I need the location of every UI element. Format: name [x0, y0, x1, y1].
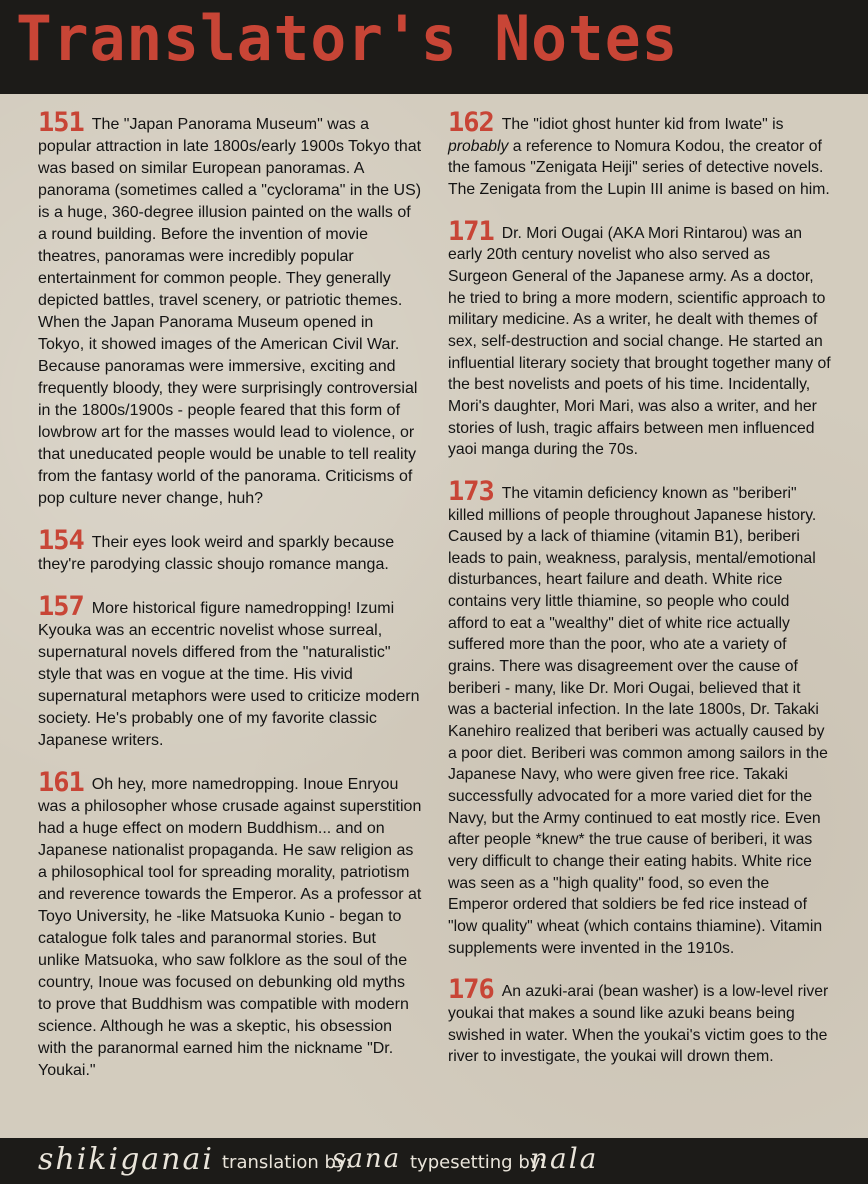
note-number: 151 [38, 107, 84, 138]
typesetting-label: typesetting by: [410, 1152, 546, 1173]
note-text: An azuki-arai (bean washer) is a low-level river youkai that makes a sound like azuki beans being swished in water. When the youkai's victim goes to the river to investigate, the youkai will drown them. [448, 983, 829, 1066]
note-number: 173 [448, 475, 494, 507]
note-176 [448, 974, 832, 1068]
note-162 [448, 107, 832, 201]
note-text: Dr. Mori Ougai (AKA Mori Rintarou) was an early 20th century novelist who also served as Surgeon General of the Japanese army. As a doctor, he tried to bring a more modern, scientific approach to military medicine. As a writer, he dealt with themes of sex, self-destruction and social change. He started an influential literary society that brought together many of the best novelists and poets of his time. Incidentally, Mori's daughter, Mori Mari, was also a writer, and her stories of lush, tragic affairs between men influenced yaoi manga during the 70s. [448, 224, 831, 459]
page-title: Translator's Notes [16, 2, 679, 75]
group-logo: shikiganai [38, 1142, 214, 1177]
note-number: 161 [38, 767, 84, 798]
note-157 [38, 591, 422, 752]
note-text: The "Japan Panorama Museum" was a popular attraction in late 1800s/early 1900s Tokyo that was based on similar European panoramas. A panorama (sometimes called a "cyclorama" in the US) is a huge, 360-degree illusion painted on the walls of a round building. Before the invention of movie theatres, panoramas were incredibly popular entertainment for common people. They generally depicted battles, travel scenery, or patriotic themes. When the Japan Panorama Museum opened in Tokyo, it showed images of the American Civil War. Because panoramas were immersive, exciting and frequently bloody, they were surprisingly controversial in the 1800s/1900s - people feared that this form of lowbrow art for the masses would lead to violence, or that uneducated people would be unable to tell reality from the fantasy world of the panorama. Criticisms of pop culture never change, huh? [38, 116, 422, 507]
credits-footer [0, 1138, 868, 1184]
header-banner [0, 0, 868, 94]
notes-column-right [448, 107, 832, 1088]
translation-label: translation by: [222, 1152, 352, 1173]
note-161 [38, 767, 422, 1082]
note-173 [448, 475, 832, 959]
notes-column-left [38, 107, 422, 1102]
note-number: 157 [38, 591, 84, 622]
note-171 [448, 215, 832, 461]
note-text-emphasis: probably [448, 137, 509, 155]
note-number: 176 [448, 974, 494, 1006]
note-text: Their eyes look weird and sparkly because they're parodying classic shoujo romance manga. [38, 534, 395, 573]
typesetter-name: nala [530, 1142, 599, 1175]
note-number: 171 [448, 215, 494, 247]
note-text: a reference to Nomura Kodou, the creator of the famous "Zenigata Heiji" series of detective novels. The Zenigata from the Lupin III anime is based on him. [448, 137, 830, 198]
translator-name: sana [332, 1144, 402, 1174]
note-154 [38, 525, 422, 576]
note-number: 154 [38, 525, 84, 556]
note-text-lead: The "idiot ghost hunter kid from Iwate" is [501, 116, 784, 133]
note-text: Oh hey, more namedropping. Inoue Enryou was a philosopher whose crusade against superstition had a huge effect on modern Buddhism... and on Japanese nationalist propaganda. He saw religion as a philosophical tool for spreading morality, patriotism and reverence towards the Emperor. As a professor at Toyo University, he -like Matsuoka Kunio - began to catalogue folk tales and paranormal stories. But unlike Matsuoka, who saw folklore as the soul of the country, Inoue was focused on debunking old myths to prove that Buddhism was compatible with modern science. Although he was a skeptic, his obsession with the paranormal earned him the nickname "Dr. Youkai." [38, 776, 422, 1079]
note-text: The vitamin deficiency known as "beriberi" killed millions of people throughout Japanese history. Caused by a lack of thiamine (vitamin B1), beriberi leads to pain, weakness, paralysis, mental/emotional disturbances, heart failure and death. White rice contains very little thiamine, so people who could afford to eat a "wealthy" diet of white rice actually suffered more than the poor, who ate a variety of grains. There was disagreement over the cause of beriberi - many, like Dr. Mori Ougai, believed that it was a bacterial infection. In the late 1800s, Dr. Takaki Kanehiro realized that beriberi was actually caused by a poor diet. Beriberi was common among sailors in the Japanese Navy, who were given free rice. Takaki successfully advocated for a more varied diet for the Navy, but the Army continued to eat mostly rice. Even after people *knew* the true cause of beriberi, it was very difficult to change their eating habits. White rice was seen as a "high quality" food, so even the Emperor ordered that soldiers be fed rice instead of "low quality" wheat (which contains thiamine). Vitamin supplements were invented in the 1910s. [448, 484, 828, 957]
note-text: More historical figure namedropping! Izumi Kyouka was an eccentric novelist whose surreal, supernatural novels differed from the "naturalistic" style that was en vogue at the time. His vivid supernatural metaphors were used to criticize modern society. He's probably one of my favorite classic Japanese writers. [38, 600, 420, 749]
note-number: 162 [448, 107, 494, 138]
note-151 [38, 107, 422, 510]
